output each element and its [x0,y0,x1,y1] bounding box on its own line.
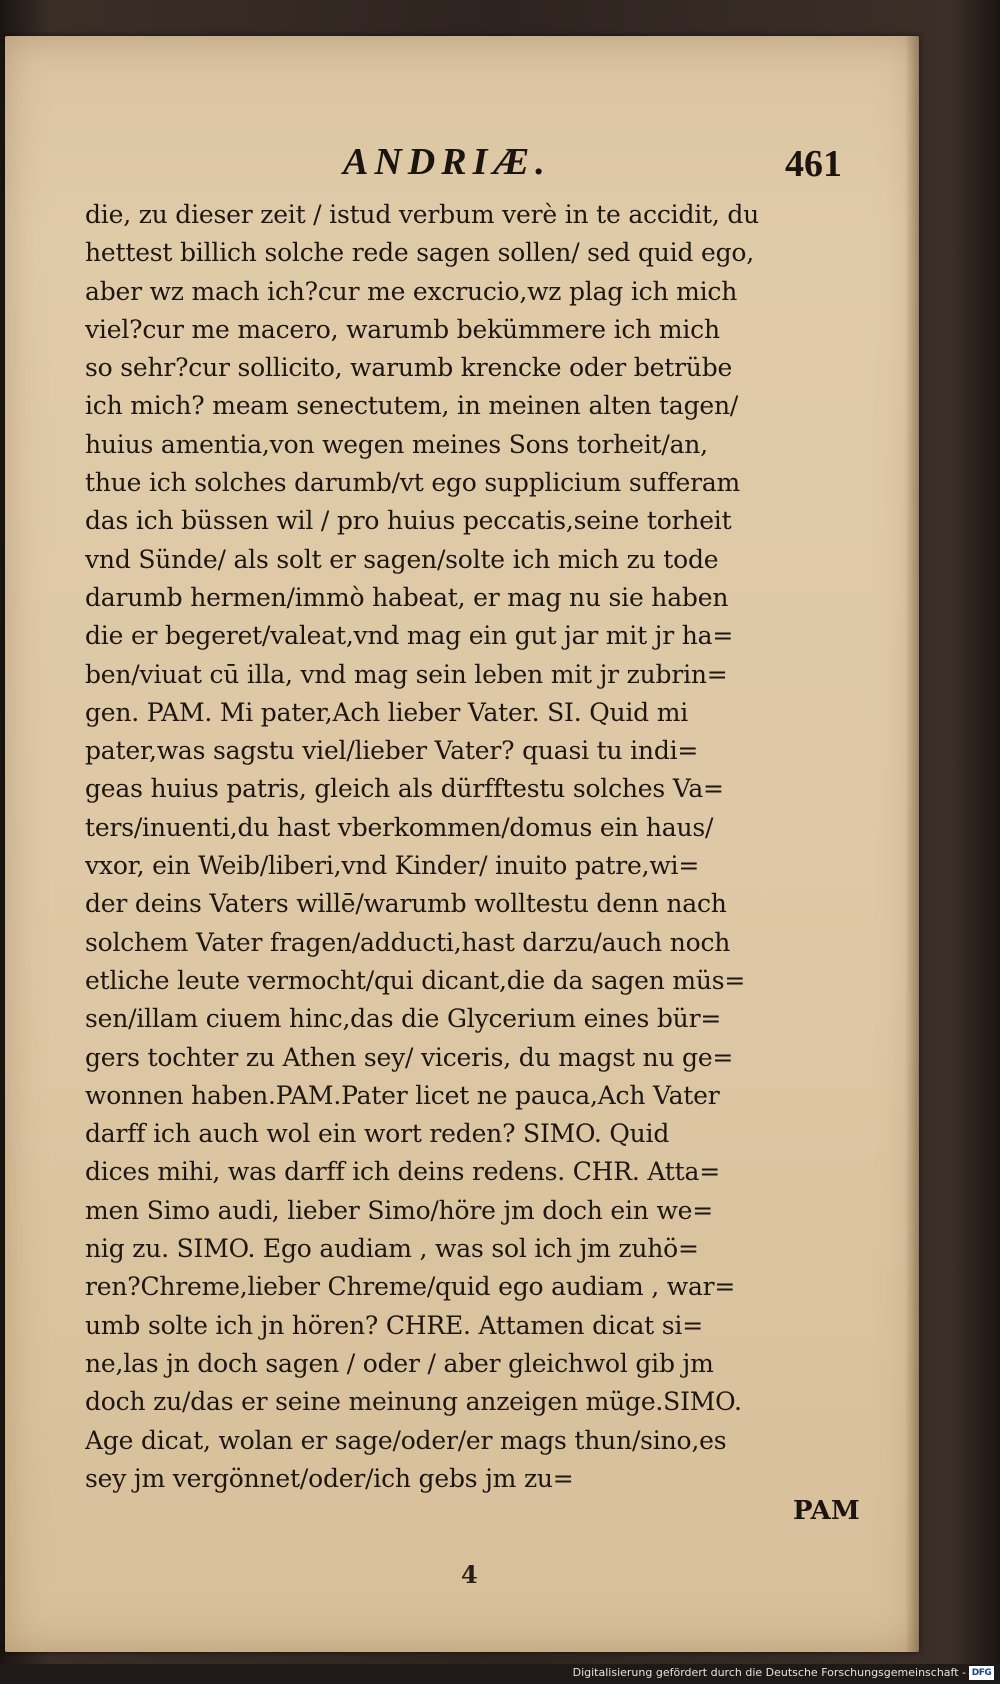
body-text [85,196,885,1498]
text-line: nig zu. SIMO. Ego audiam , was sol ich jm zuhö= [85,1234,699,1264]
text-line: so sehr?cur sollicito, warumb krencke oder betrübe [85,353,733,383]
text-line: sen/illam ciuem hinc,das die Glycerium eines bür= [85,1004,722,1034]
page-header [5,132,919,192]
dfg-logo: DFG [969,1666,994,1680]
text-line: ich mich? meam senectutem, in meinen alten tagen/ [85,391,739,421]
text-line: die er begeret/valeat,vnd mag ein gut jar mit jr ha= [85,621,734,651]
text-line: doch zu/das er seine meinung anzeigen müge.SIMO. [85,1387,742,1417]
text-line: men Simo audi, lieber Simo/höre jm doch ein we= [85,1195,713,1225]
book-page [5,36,919,1652]
text-line: umb solte ich jn hören? CHRE. Attamen dicat si= [85,1310,703,1340]
text-line: ben/viuat cū illa, vnd mag sein leben mit jr zubrin= [85,659,728,689]
text-line: solchem Vater fragen/adducti,hast darzu/auch noch [85,927,731,957]
signature-mark: 4 [461,1560,478,1589]
text-line: geas huius patris, gleich als dürfftestu solches Va= [85,774,724,804]
text-line: sey jm vergönnet/oder/ich gebs jm zu= [85,1463,574,1493]
running-title: ANDRIÆ. [343,141,551,183]
text-line: vnd Sünde/ als solt er sagen/solte ich mich zu tode [85,544,719,574]
text-line: ters/inuenti,du hast vberkommen/domus ein haus/ [85,812,714,842]
text-line: etliche leute vermocht/qui dicant,die da sagen müs= [85,965,746,995]
text-line: darumb hermen/immò habeat, er mag nu sie haben [85,582,729,612]
text-line: die, zu dieser zeit / istud verbum verè in te accidit, du [85,200,760,229]
text-line: huius amentia,von wegen meines Sons torheit/an, [85,429,708,459]
text-line: dices mihi, was darff ich deins redens. CHR. Atta= [85,1157,720,1187]
text-line: vxor, ein Weib/liberi,vnd Kinder/ inuito patre,wi= [85,851,700,881]
text-line: darff ich auch wol ein wort reden? SIMO. Quid [85,1119,670,1149]
text-line: gen. PAM. Mi pater,Ach lieber Vater. SI. Quid mi [85,697,689,727]
text-line: wonnen haben.PAM.Pater licet ne pauca,Ach Vater [85,1080,720,1110]
text-line: aber wz mach ich?cur me excrucio,wz plag ich mich [85,276,738,306]
catchword: PAM [793,1496,860,1526]
text-line: gers tochter zu Athen sey/ viceris, du magst nu ge= [85,1042,734,1072]
text-line: viel?cur me macero, warumb bekümmere ich mich [85,314,720,344]
page-number: 461 [785,143,842,185]
text-line: pater,was sagstu viel/lieber Vater? quasi tu indi= [85,736,699,766]
text-line: ne,las jn doch sagen / oder / aber gleichwol gib jm [85,1348,714,1378]
text-line: thue ich solches darumb/vt ego supplicium sufferam [85,468,741,498]
text-line: ren?Chreme,lieber Chreme/quid ego audiam , war= [85,1272,736,1302]
text-line: hettest billich solche rede sagen sollen/ sed quid ego, [85,238,754,268]
funding-credit: Digitalisierung gefördert durch die Deutsche Forschungsgemeinschaft - [572,1666,966,1679]
text-line: das ich büssen wil / pro huius peccatis,seine torheit [85,506,732,536]
text-line: Age dicat, wolan er sage/oder/er mags thun/sino,es [85,1425,727,1455]
text-line: der deins Vaters willē/warumb wolltestu denn nach [85,889,727,919]
